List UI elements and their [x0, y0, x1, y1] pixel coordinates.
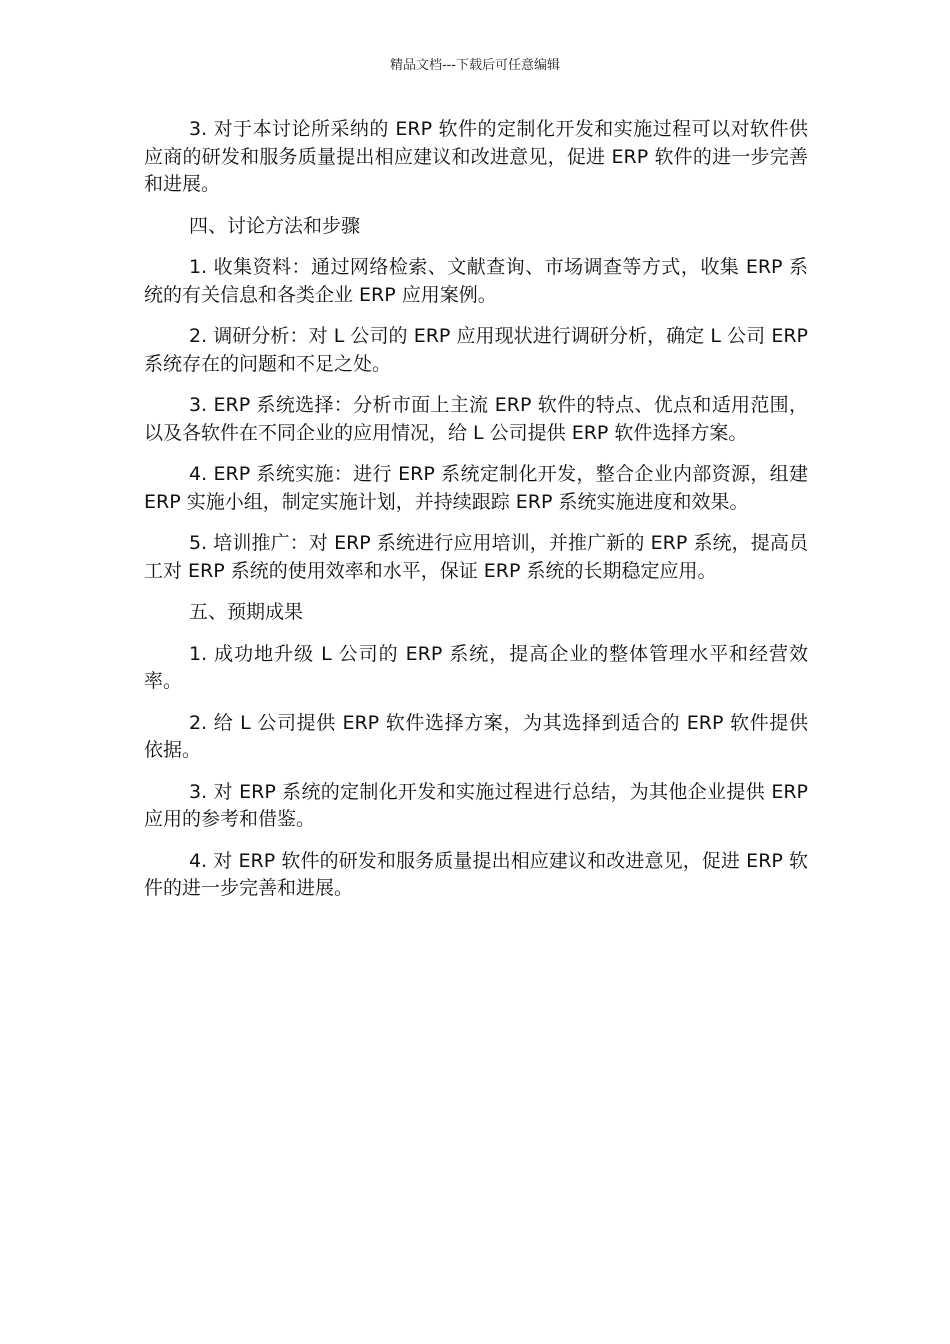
paragraph-method-2: 2. 调研分析：对 L 公司的 ERP 应用现状进行调研分析，确定 L 公司 ERP 系统存在的问题和不足之处。	[144, 325, 808, 375]
paragraph-method-4: 4. ERP 系统实施：进行 ERP 系统定制化开发，整合企业内部资源，组建 ERP 实施小组，制定实施计划，并持续跟踪 ERP 系统实施进度和效果。	[144, 463, 808, 513]
paragraph-result-1: 1. 成功地升级 L 公司的 ERP 系统，提高企业的整体管理水平和经营效率。	[144, 642, 808, 692]
page-header: 精品文档---下载后可任意编辑	[389, 58, 561, 73]
section-heading-methods: 四、讨论方法和步骤	[189, 214, 361, 237]
paragraph-method-5: 5. 培训推广：对 ERP 系统进行应用培训，并推广新的 ERP 系统，提高员工对 ERP 系统的使用效率和水平，保证 ERP 系统的长期稳定应用。	[144, 532, 808, 582]
paragraph-result-2: 2. 给 L 公司提供 ERP 软件选择方案，为其选择到适合的 ERP 软件提供依据。	[144, 711, 808, 761]
document-body	[144, 116, 808, 917]
paragraph-result-4: 4. 对 ERP 软件的研发和服务质量提出相应建议和改进意见，促进 ERP 软件的进一步完善和进展。	[144, 849, 808, 899]
section-heading-expected-results: 五、预期成果	[189, 601, 304, 623]
paragraph-result-3: 3. 对 ERP 系统的定制化开发和实施过程进行总结，为其他企业提供 ERP 应用的参考和借鉴。	[144, 780, 808, 830]
paragraph-method-1: 1. 收集资料：通过网络检索、文献查询、市场调查等方式，收集 ERP 系统的有关信息和各类企业 ERP 应用案例。	[144, 256, 808, 306]
paragraph-method-3: 3. ERP 系统选择：分析市面上主流 ERP 软件的特点、优点和适用范围，以及各软件在不同企业的应用情况，给 L 公司提供 ERP 软件选择方案。	[144, 394, 808, 444]
paragraph-research-contribution-3: 3. 对于本讨论所采纳的 ERP 软件的定制化开发和实施过程可以对软件供应商的研发和服务质量提出相应建议和改进意见，促进 ERP 软件的进一步完善和进展。	[144, 118, 808, 195]
